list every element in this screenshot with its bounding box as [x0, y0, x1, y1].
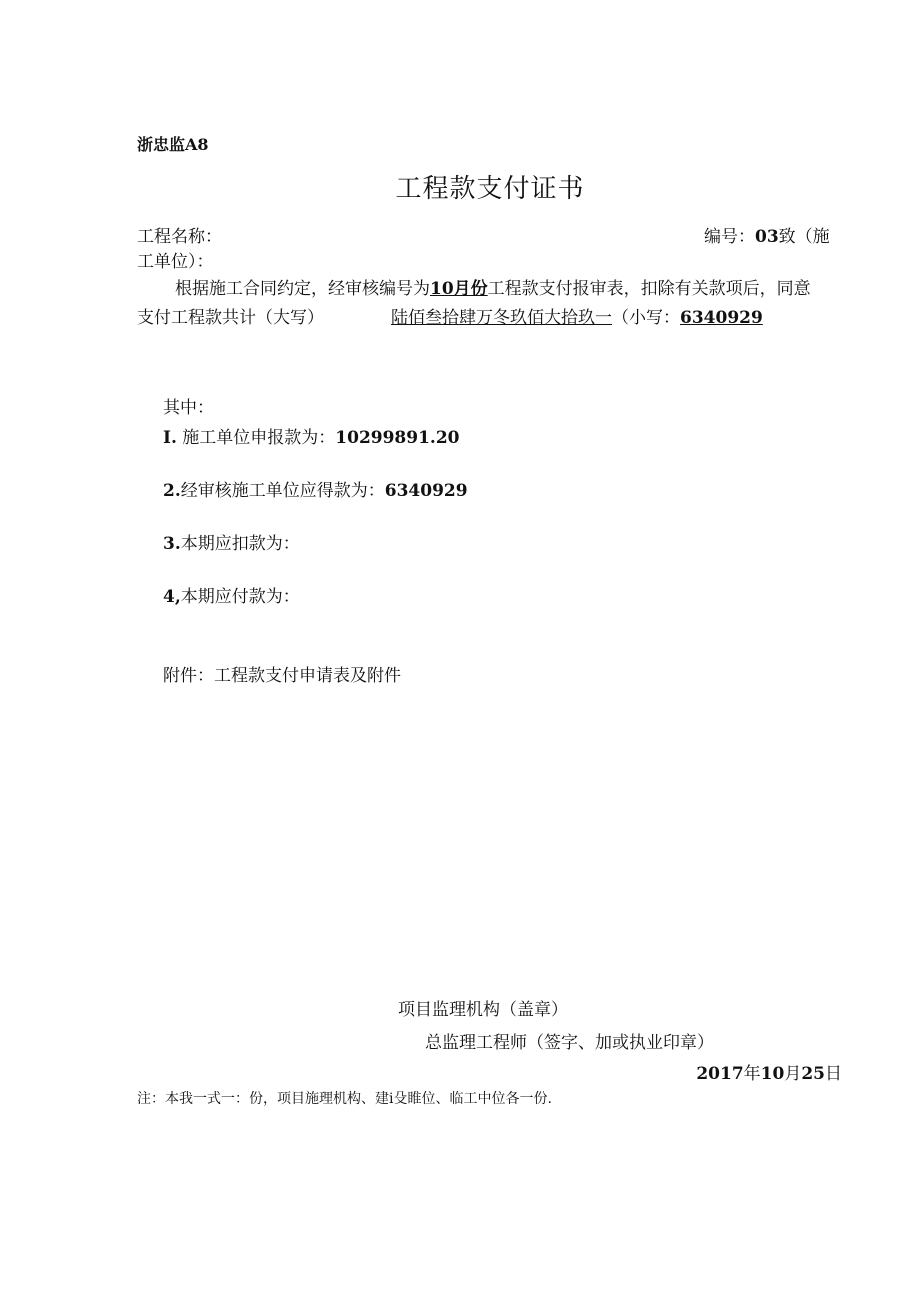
body-paragraph-line1 — [175, 274, 811, 299]
date-month-unit: 月 — [784, 1064, 802, 1084]
project-name-label — [137, 222, 222, 247]
footnote-text: 注：本我一式一：份，项目施理机构、建i殳睢位、临工中位各一份. — [137, 1091, 552, 1107]
project-name-label-text: 工程名称： — [137, 227, 222, 247]
detail-item-1 — [163, 423, 460, 448]
detail-num: 3. — [163, 534, 181, 554]
sign-date — [696, 1059, 842, 1084]
date-year: 2017 — [696, 1064, 744, 1084]
detail-label: 本期应付款为： — [180, 587, 300, 607]
details-heading — [163, 393, 214, 418]
attachment-line — [163, 661, 401, 686]
details-heading-text: 其中： — [163, 398, 214, 418]
detail-value: 6340929 — [384, 481, 468, 501]
detail-num: 2. — [163, 481, 181, 501]
date-month: 10 — [760, 1064, 785, 1084]
form-code-text: 浙忠监A8 — [137, 135, 209, 154]
supervision-org — [398, 995, 568, 1020]
page-title — [0, 168, 920, 205]
detail-label: 经审核施工单位应得款为： — [180, 481, 385, 501]
para-prefix: 根据施工合同约定，经审核编号为 — [175, 279, 430, 299]
detail-num: 4, — [163, 587, 181, 607]
detail-value: 10299891.20 — [335, 428, 460, 448]
date-day-unit: 日 — [825, 1064, 842, 1084]
supervision-org-text: 项目监理机构（盖章） — [398, 1000, 568, 1020]
para-mid: 工程款支付报审表，扣除有关款项后，同意 — [487, 279, 811, 299]
detail-item-2 — [163, 476, 468, 501]
detail-num: I. — [163, 428, 177, 448]
detail-item-3 — [163, 529, 300, 554]
number-label: 编号： — [704, 227, 755, 247]
detail-label: 施工单位申报款为： — [182, 428, 336, 448]
amount-line — [391, 303, 763, 328]
para-period: 10月份 — [430, 279, 488, 299]
amount-upper: 陆佰叁拾肆万冬玖佰大拾玖一 — [391, 308, 612, 328]
footnote — [137, 1088, 552, 1108]
date-day: 25 — [801, 1064, 825, 1084]
page-title-text: 工程款支付证书 — [395, 174, 585, 204]
to-label-part1: 致（施 — [778, 227, 830, 247]
chief-engineer — [425, 1028, 714, 1053]
to-label-part2 — [137, 247, 214, 272]
detail-item-4 — [163, 582, 300, 607]
to-label-part2-text: 工单位）： — [137, 252, 214, 272]
chief-engineer-text: 总监理工程师（签字、加或执业印章） — [425, 1033, 714, 1053]
amount-lower-value: 6340929 — [680, 308, 763, 328]
number-value: 03 — [755, 227, 779, 247]
amount-lower-label: （小写： — [612, 308, 680, 328]
date-year-unit: 年 — [743, 1064, 761, 1084]
body-paragraph-line2 — [137, 303, 324, 328]
line2-prefix: 支付工程款共计（大写） — [137, 308, 324, 328]
document-number — [704, 222, 830, 247]
form-code — [137, 132, 209, 155]
detail-label: 本期应扣款为： — [180, 534, 300, 554]
attachment-text: 附件：工程款支付申请表及附件 — [163, 666, 401, 686]
